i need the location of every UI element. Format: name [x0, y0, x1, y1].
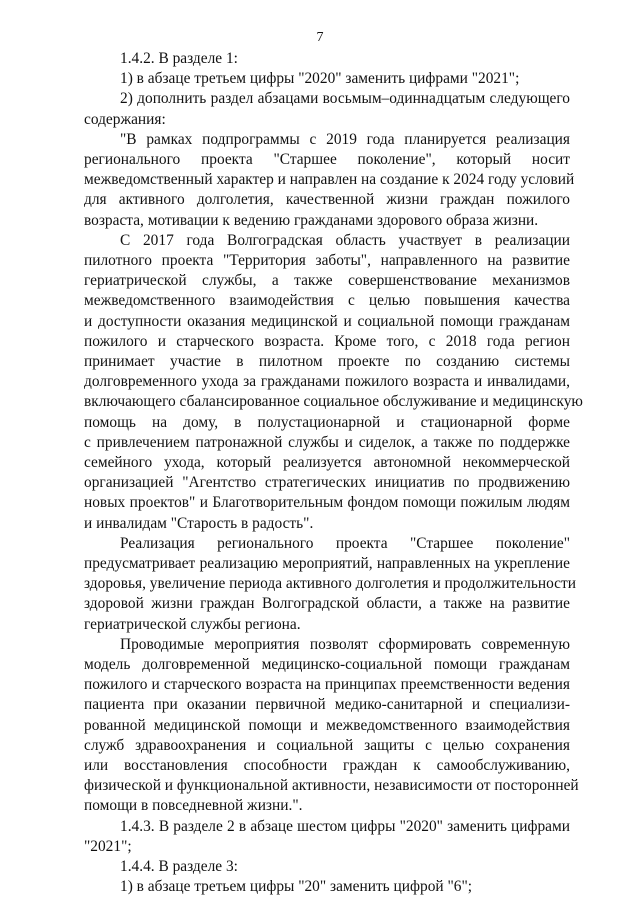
- text-line: содержания:: [84, 110, 166, 128]
- text-line: здоровой жизни граждан Волгоградской области, а также на развитие: [84, 595, 570, 613]
- text-line: новых проектов" и Благотворительным фондом помощи пожилым людям: [84, 494, 570, 512]
- text-line: межведомственный характер и направлен на создание к 2024 году условий: [84, 171, 575, 189]
- text-line: рованной медицинской помощи и межведомственного взаимодействия: [84, 716, 570, 734]
- text-line: и доступности оказания медицинской и социальной помощи гражданам: [84, 312, 570, 330]
- text-line: предусматривает реализацию мероприятий, направленных на укрепление: [84, 555, 570, 572]
- text-line: пожилого и старческого возраста. Кроме того, с 2018 года регион: [84, 332, 570, 350]
- text-line: или восстановления способности граждан к самообслуживанию,: [84, 757, 570, 774]
- text-line: гериатрической службы региона.: [84, 615, 301, 633]
- text-line: здоровья, увеличение периода активного долголетия и продолжительности: [84, 575, 576, 593]
- text-line: включающего сбалансированное социальное обслуживание и медицинскую: [84, 393, 583, 411]
- text-line: модель долговременной медицинско-социальной помощи гражданам: [84, 656, 570, 673]
- text-line: физической и функциональной активности, независимости от посторонней: [84, 777, 579, 795]
- text-line: организацией "Агентство стратегических инициатив по продвижению: [84, 474, 570, 492]
- page-number: 7: [316, 30, 324, 45]
- text-line: 1.4.2. В разделе 1:: [120, 50, 238, 67]
- text-line: помощь на дому, в полустационарной и стационарной форме: [84, 413, 570, 431]
- text-line: пилотного проекта "Территория заботы", направленного на развитие: [84, 252, 570, 269]
- text-line: 1.4.3. В разделе 2 в абзаце шестом цифры "2020" заменить цифрами: [120, 817, 570, 835]
- text-line: помощи в повседневной жизни.".: [84, 797, 303, 815]
- text-line: 1) в абзаце третьем цифры "20" заменить цифрой "6";: [120, 878, 473, 896]
- text-line: долговременного ухода за гражданами пожилого возраста и инвалидами,: [84, 373, 570, 391]
- text-line: 2) дополнить раздел абзацами восьмым–одиннадцатым следующего: [120, 90, 570, 108]
- text-line: принимает участие в пилотном проекте по созданию системы: [84, 353, 570, 370]
- text-line: возраста, мотивации к ведению гражданами здорового образа жизни.: [84, 211, 539, 229]
- text-line: с привлечением патронажной службы и сиделок, а также по поддержке: [84, 433, 570, 451]
- text-line: семейного ухода, который реализуется автономной некоммерческой: [84, 454, 570, 471]
- text-line: "В рамках подпрограммы с 2019 года планируется реализация: [120, 130, 570, 148]
- text-line: Проводимые мероприятия позволят сформировать современную: [120, 635, 570, 653]
- text-line: С 2017 года Волгоградская область участвует в реализации: [120, 231, 570, 249]
- text-line: пожилого и старческого возраста на принципах преемственности ведения: [84, 676, 570, 694]
- text-line: Реализация регионального проекта "Старшее поколение": [120, 534, 570, 552]
- text-line: регионального проекта "Старшее поколение", который носит: [84, 151, 570, 168]
- text-line: и инвалидам "Старость в радость".: [84, 514, 314, 532]
- text-line: служб здравоохранения и социальной защиты с целью сохранения: [84, 736, 570, 754]
- text-line: гериатрической службы, а также совершенствование механизмов: [84, 272, 570, 290]
- text-line: межведомственного взаимодействия с целью повышения качества: [84, 292, 570, 310]
- text-line: пациента при оказании первичной медико-санитарной и специализи-: [84, 696, 570, 714]
- text-line: 1.4.4. В разделе 3:: [120, 858, 238, 875]
- text-line: "2021";: [84, 837, 132, 855]
- text-line: для активного долголетия, качественной жизни граждан пожилого: [84, 191, 570, 209]
- text-line: 1) в абзаце третьем цифры "2020" заменить цифрами "2021";: [120, 70, 520, 88]
